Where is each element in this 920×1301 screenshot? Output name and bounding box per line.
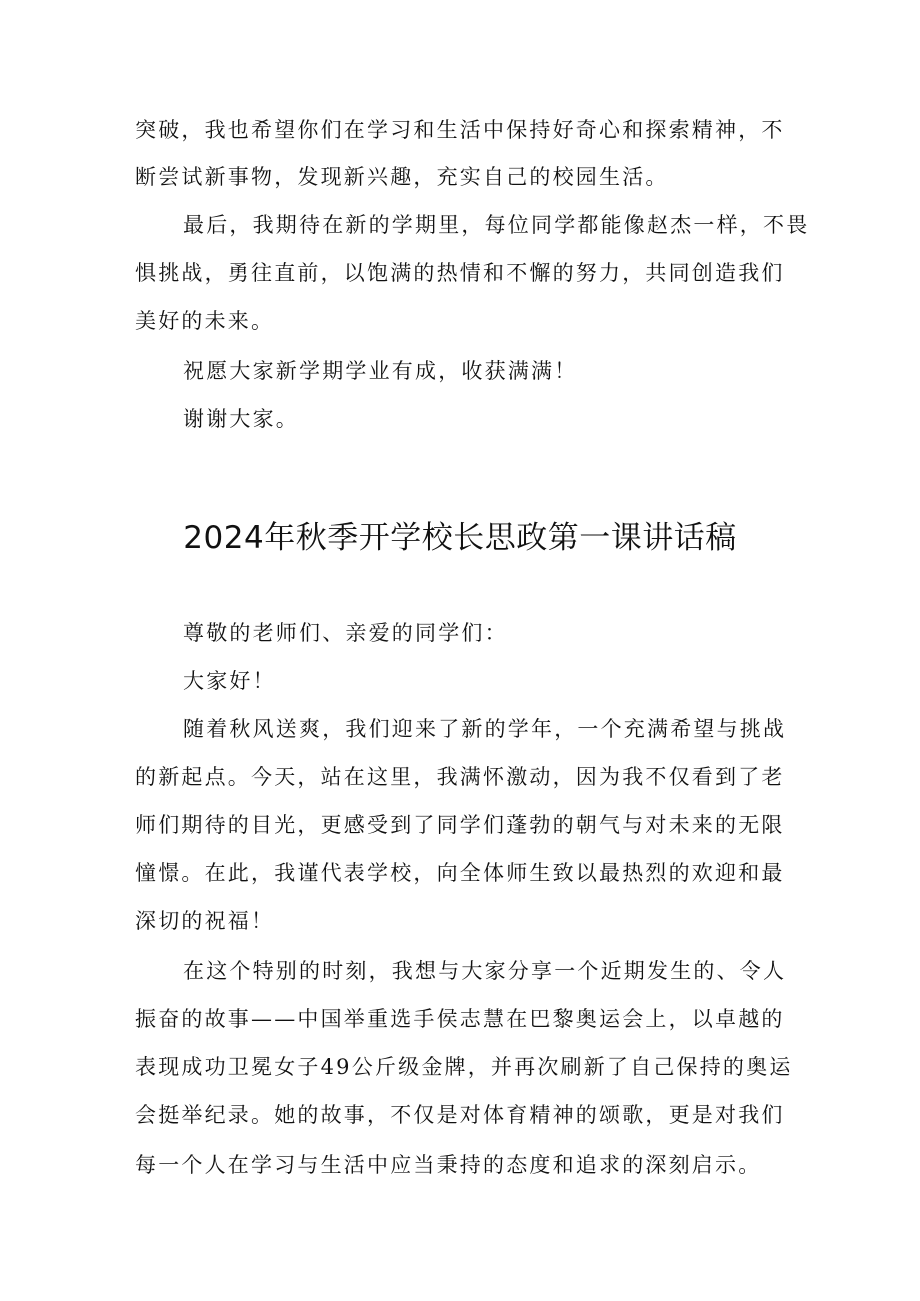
paragraph-line: 祝愿大家新学期学业有成，收获满满！ xyxy=(183,359,578,383)
greeting-line: 大家好！ xyxy=(183,669,276,693)
salutation-line: 尊敬的老师们、亲爱的同学们： xyxy=(183,621,508,645)
paragraph-line: 的新起点。今天，站在这里，我满怀激动，因为我不仅看到了老 xyxy=(135,765,785,789)
paragraph-line: 随着秋风送爽，我们迎来了新的学年，一个充满希望与挑战 xyxy=(183,717,787,741)
paragraph-line: 振奋的故事——中国举重选手侯志慧在巴黎奥运会上，以卓越的 xyxy=(135,1007,785,1031)
paragraph-line: 惧挑战，勇往直前，以饱满的热情和不懈的努力，共同创造我们 xyxy=(135,261,785,285)
paragraph-line: 美好的未来。 xyxy=(135,309,275,333)
paragraph-line: 最后，我期待在新的学期里，每位同学都能像赵杰一样，不畏 xyxy=(183,213,810,237)
paragraph-line: 突破，我也希望你们在学习和生活中保持好奇心和探索精神，不 xyxy=(135,118,785,142)
paragraph-line: 深切的祝福！ xyxy=(135,909,275,933)
paragraph-line: 断尝试新事物，发现新兴趣，充实自己的校园生活。 xyxy=(135,165,669,189)
paragraph-line: 表现成功卫冕女子49公斤级金牌，并再次刷新了自己保持的奥运 xyxy=(135,1055,793,1079)
paragraph-line: 会挺举纪录。她的故事，不仅是对体育精神的颂歌，更是对我们 xyxy=(135,1103,785,1127)
paragraph-line: 师们期待的目光，更感受到了同学们蓬勃的朝气与对未来的无限 xyxy=(135,813,785,837)
paragraph-line: 憧憬。在此，我谨代表学校，向全体师生致以最热烈的欢迎和最 xyxy=(135,861,785,885)
speech-title: 2024年秋季开学校长思政第一课讲话稿 xyxy=(183,520,737,556)
paragraph-line: 谢谢大家。 xyxy=(183,407,299,431)
paragraph-line: 每一个人在学习与生活中应当秉持的态度和追求的深刻启示。 xyxy=(135,1153,762,1177)
paragraph-line: 在这个特别的时刻，我想与大家分享一个近期发生的、令人 xyxy=(183,959,787,983)
